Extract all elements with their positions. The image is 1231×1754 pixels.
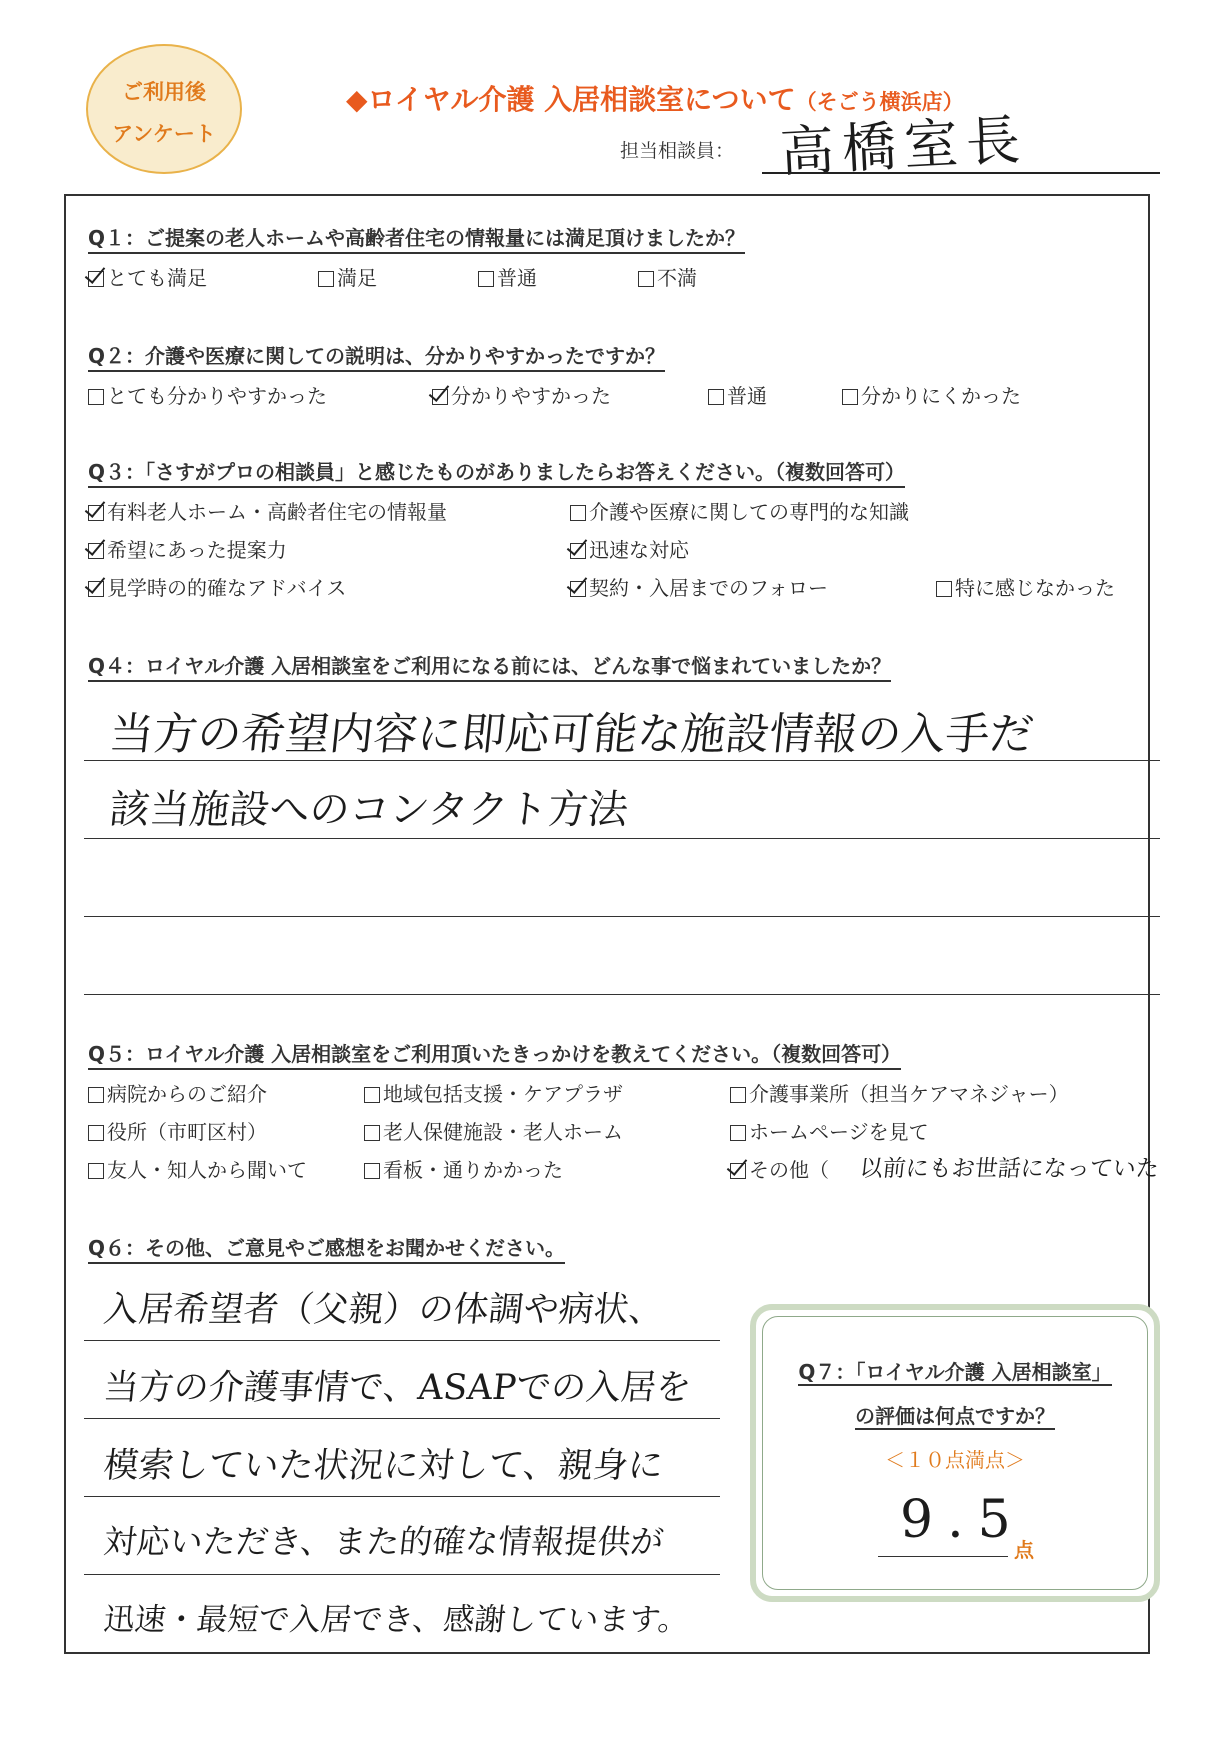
checkbox-checked[interactable] <box>88 505 104 521</box>
q6-rule-4 <box>84 1574 720 1575</box>
checkbox[interactable] <box>88 389 104 405</box>
q6-rule-3 <box>84 1496 720 1497</box>
q6-answer-line-5: 迅速・最短で入居でき、感謝しています。 <box>101 1602 691 1638</box>
q5-option-7[interactable]: 友人・知人から聞いて <box>88 1154 307 1183</box>
checkbox-checked[interactable] <box>570 581 586 597</box>
q5-option-3[interactable]: 介護事業所（担当ケアマネジャー） <box>730 1078 1069 1107</box>
checkbox[interactable] <box>364 1087 380 1103</box>
q2-option-4[interactable]: 分かりにくかった <box>842 380 1021 409</box>
q5-option-2[interactable]: 地域包括支援・ケアプラザ <box>364 1078 623 1107</box>
q6-answer-line-3: 模索していた状況に対して、親身に <box>101 1446 666 1486</box>
q7-question-line-1: Q７：「ロイヤル介護 入居相談室」 <box>798 1360 1112 1384</box>
q2-question: Q２：介護や医療に関しての説明は、分かりやすかったですか？ <box>88 340 665 372</box>
q1-question: Q１：ご提案の老人ホームや高齢者住宅の情報量には満足頂けましたか？ <box>88 222 745 254</box>
badge-line-1: ご利用後 <box>122 80 206 104</box>
badge-line-2: アンケート <box>112 122 216 146</box>
q3-option-5[interactable]: 見学時の的確なアドバイス <box>88 572 346 601</box>
q5-other-text: 以前にもお世話になっていた <box>858 1156 1161 1182</box>
q3-option-1[interactable]: 有料老人ホーム・高齢者住宅の情報量 <box>88 496 447 525</box>
q1-option-3[interactable]: 普通 <box>478 262 537 291</box>
q3-option-2[interactable]: 介護や医療に関しての専門的な知識 <box>570 496 909 525</box>
q6-answer-line-1: 入居希望者（父親）の体調や病状、 <box>101 1290 666 1330</box>
checkbox[interactable] <box>936 581 952 597</box>
checkbox[interactable] <box>478 271 494 287</box>
checkbox[interactable] <box>364 1125 380 1141</box>
checkbox[interactable] <box>730 1087 746 1103</box>
q1-option-2[interactable]: 満足 <box>318 262 377 291</box>
q3-option-6[interactable]: 契約・入居までのフォロー <box>570 572 828 601</box>
q2-option-3[interactable]: 普通 <box>708 380 767 409</box>
survey-badge <box>86 44 242 174</box>
q5-option-4[interactable]: 役所（市町区村） <box>88 1116 267 1145</box>
staff-underline <box>762 172 1160 174</box>
checkbox[interactable] <box>708 389 724 405</box>
q7-max-score: ＜１０点満点＞ <box>885 1448 1025 1472</box>
checkbox[interactable] <box>88 1125 104 1141</box>
q6-answer-line-2: 当方の介護事情で、ASAPでの入居を <box>101 1368 694 1408</box>
q3-question: Q３：「さすがプロの相談員」と感じたものがありましたらお答えください。（複数回答可） <box>88 456 905 488</box>
title-sub: （そごう横浜店） <box>795 90 964 114</box>
title-main: ◆ロイヤル介護 入居相談室について <box>346 83 796 116</box>
q4-answer-line-1: 当方の希望内容に即応可能な施設情報の入手だ <box>106 709 1037 760</box>
checkbox[interactable] <box>570 505 586 521</box>
checkbox-checked[interactable] <box>432 389 448 405</box>
q4-answer-line-2: 該当施設へのコンタクト方法 <box>107 787 631 833</box>
checkbox-checked[interactable] <box>88 581 104 597</box>
q5-option-9[interactable]: その他（ <box>730 1154 829 1183</box>
checkbox[interactable] <box>364 1163 380 1179</box>
q6-question: Q６：その他、ご意見やご感想をお聞かせください。 <box>88 1232 565 1264</box>
checkbox[interactable] <box>730 1125 746 1141</box>
checkbox-checked[interactable] <box>730 1163 746 1179</box>
q5-option-1[interactable]: 病院からのご紹介 <box>88 1078 267 1107</box>
q6-rule-1 <box>84 1340 720 1341</box>
q3-option-4[interactable]: 迅速な対応 <box>570 534 689 563</box>
q2-option-1[interactable]: とても分かりやすかった <box>88 380 327 409</box>
checkbox[interactable] <box>88 1087 104 1103</box>
q1-option-4[interactable]: 不満 <box>638 262 697 291</box>
checkbox-checked[interactable] <box>88 271 104 287</box>
q7-score-unit: 点 <box>1014 1538 1034 1562</box>
q4-rule-3 <box>84 916 1160 917</box>
checkbox[interactable] <box>638 271 654 287</box>
q4-rule-4 <box>84 994 1160 995</box>
q2-option-2[interactable]: 分かりやすかった <box>432 380 611 409</box>
q7-question-line-2: の評価は何点ですか？ <box>855 1404 1055 1428</box>
q3-option-3[interactable]: 希望にあった提案力 <box>88 534 287 563</box>
checkbox-checked[interactable] <box>570 543 586 559</box>
q6-answer-line-4: 対応いただき、また的確な情報提供が <box>101 1522 666 1561</box>
q7-score-underline <box>878 1556 1008 1557</box>
q5-option-5[interactable]: 老人保健施設・老人ホーム <box>364 1116 623 1145</box>
checkbox[interactable] <box>318 271 334 287</box>
q5-option-6[interactable]: ホームページを見て <box>730 1116 929 1145</box>
q5-question: Q５：ロイヤル介護 入居相談室をご利用頂いたきっかけを教えてください。（複数回答可） <box>88 1038 901 1070</box>
q1-option-1[interactable]: とても満足 <box>88 262 207 291</box>
checkbox[interactable] <box>842 389 858 405</box>
q5-option-8[interactable]: 看板・通りかかった <box>364 1154 563 1183</box>
q4-question: Q４：ロイヤル介護 入居相談室をご利用になる前には、どんな事で悩まれていましたか？ <box>88 650 891 682</box>
checkbox[interactable] <box>88 1163 104 1179</box>
q3-option-7[interactable]: 特に感じなかった <box>936 572 1115 601</box>
q4-rule-1 <box>84 760 1160 761</box>
q7-score-handwritten: 9.5 <box>900 1490 1025 1550</box>
q6-rule-2 <box>84 1418 720 1419</box>
staff-name-handwritten: 高橋室長 <box>778 108 1030 184</box>
q4-rule-2 <box>84 838 1160 839</box>
checkbox-checked[interactable] <box>88 543 104 559</box>
staff-label: 担当相談員： <box>620 140 735 162</box>
